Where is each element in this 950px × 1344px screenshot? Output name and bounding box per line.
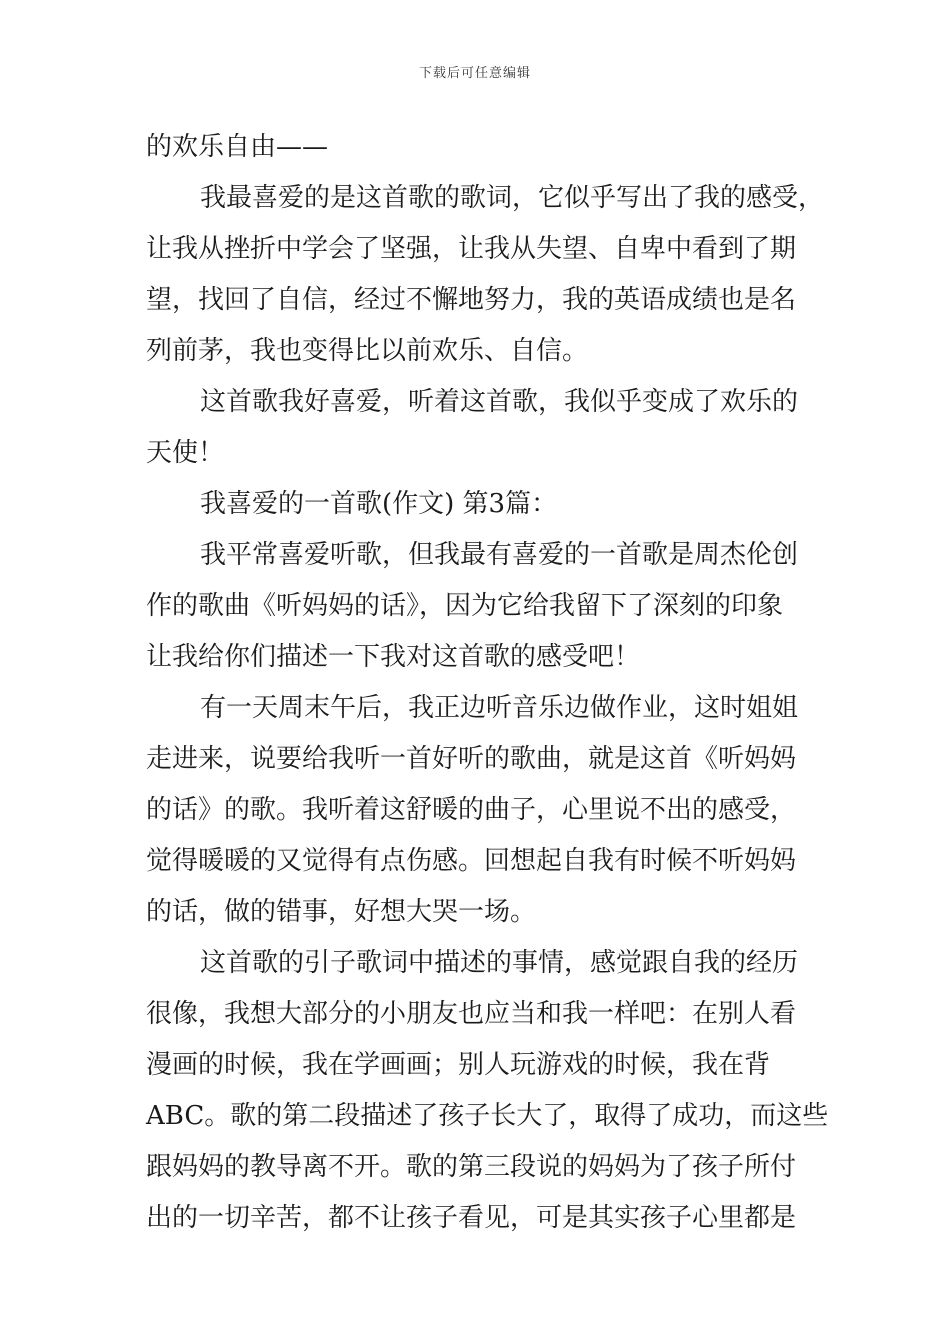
page-header: 下载后可任意编辑 <box>418 66 531 81</box>
text-line: 很像，我想大部分的小朋友也应当和我一样吧：在别人看 <box>146 999 797 1029</box>
text-line: 我平常喜爱听歌，但我最有喜爱的一首歌是周杰伦创 <box>200 540 799 570</box>
text-line: 有一天周末午后，我正边听音乐边做作业，这时姐姐 <box>200 693 799 723</box>
text-line: 列前茅，我也变得比以前欢乐、自信。 <box>146 336 589 366</box>
text-line: 作的歌曲《听妈妈的话》，因为它给我留下了深刻的印象 <box>146 591 784 621</box>
document-body <box>146 122 829 1244</box>
text-line: 这首歌的引子歌词中描述的事情，感觉跟自我的经历 <box>200 948 799 978</box>
text-line: 走进来，说要给我听一首好听的歌曲，就是这首《听妈妈 <box>146 744 797 774</box>
text-line: 我最喜爱的是这首歌的歌词，它似乎写出了我的感受， <box>200 183 825 213</box>
text-line: 的话》的歌。我听着这舒暖的曲子，心里说不出的感受， <box>146 795 797 825</box>
text-line: 让我从挫折中学会了坚强，让我从失望、自卑中看到了期 <box>146 234 797 264</box>
text-line: 天使！ <box>146 438 225 468</box>
text-line: 望，找回了自信，经过不懈地努力，我的英语成绩也是名 <box>146 285 797 315</box>
text-line: 觉得暖暖的又觉得有点伤感。回想起自我有时候不听妈妈 <box>146 846 797 876</box>
text-line: ABC。歌的第二段描述了孩子长大了，取得了成功，而这些 <box>146 1101 829 1131</box>
text-line: 的话，做的错事，好想大哭一场。 <box>146 897 537 927</box>
text-line: 跟妈妈的教导离不开。歌的第三段说的妈妈为了孩子所付 <box>146 1152 797 1182</box>
section-heading: 我喜爱的一首歌(作文) 第3篇： <box>200 489 558 519</box>
text-line: 让我给你们描述一下我对这首歌的感受吧！ <box>146 642 641 672</box>
text-line: 漫画的时候，我在学画画；别人玩游戏的时候，我在背 <box>146 1050 771 1080</box>
text-line: 出的一切辛苦，都不让孩子看见，可是其实孩子心里都是 <box>146 1203 797 1233</box>
text-line: 这首歌我好喜爱，听着这首歌，我似乎变成了欢乐的 <box>200 387 799 417</box>
text-line: 的欢乐自由—— <box>146 132 329 162</box>
